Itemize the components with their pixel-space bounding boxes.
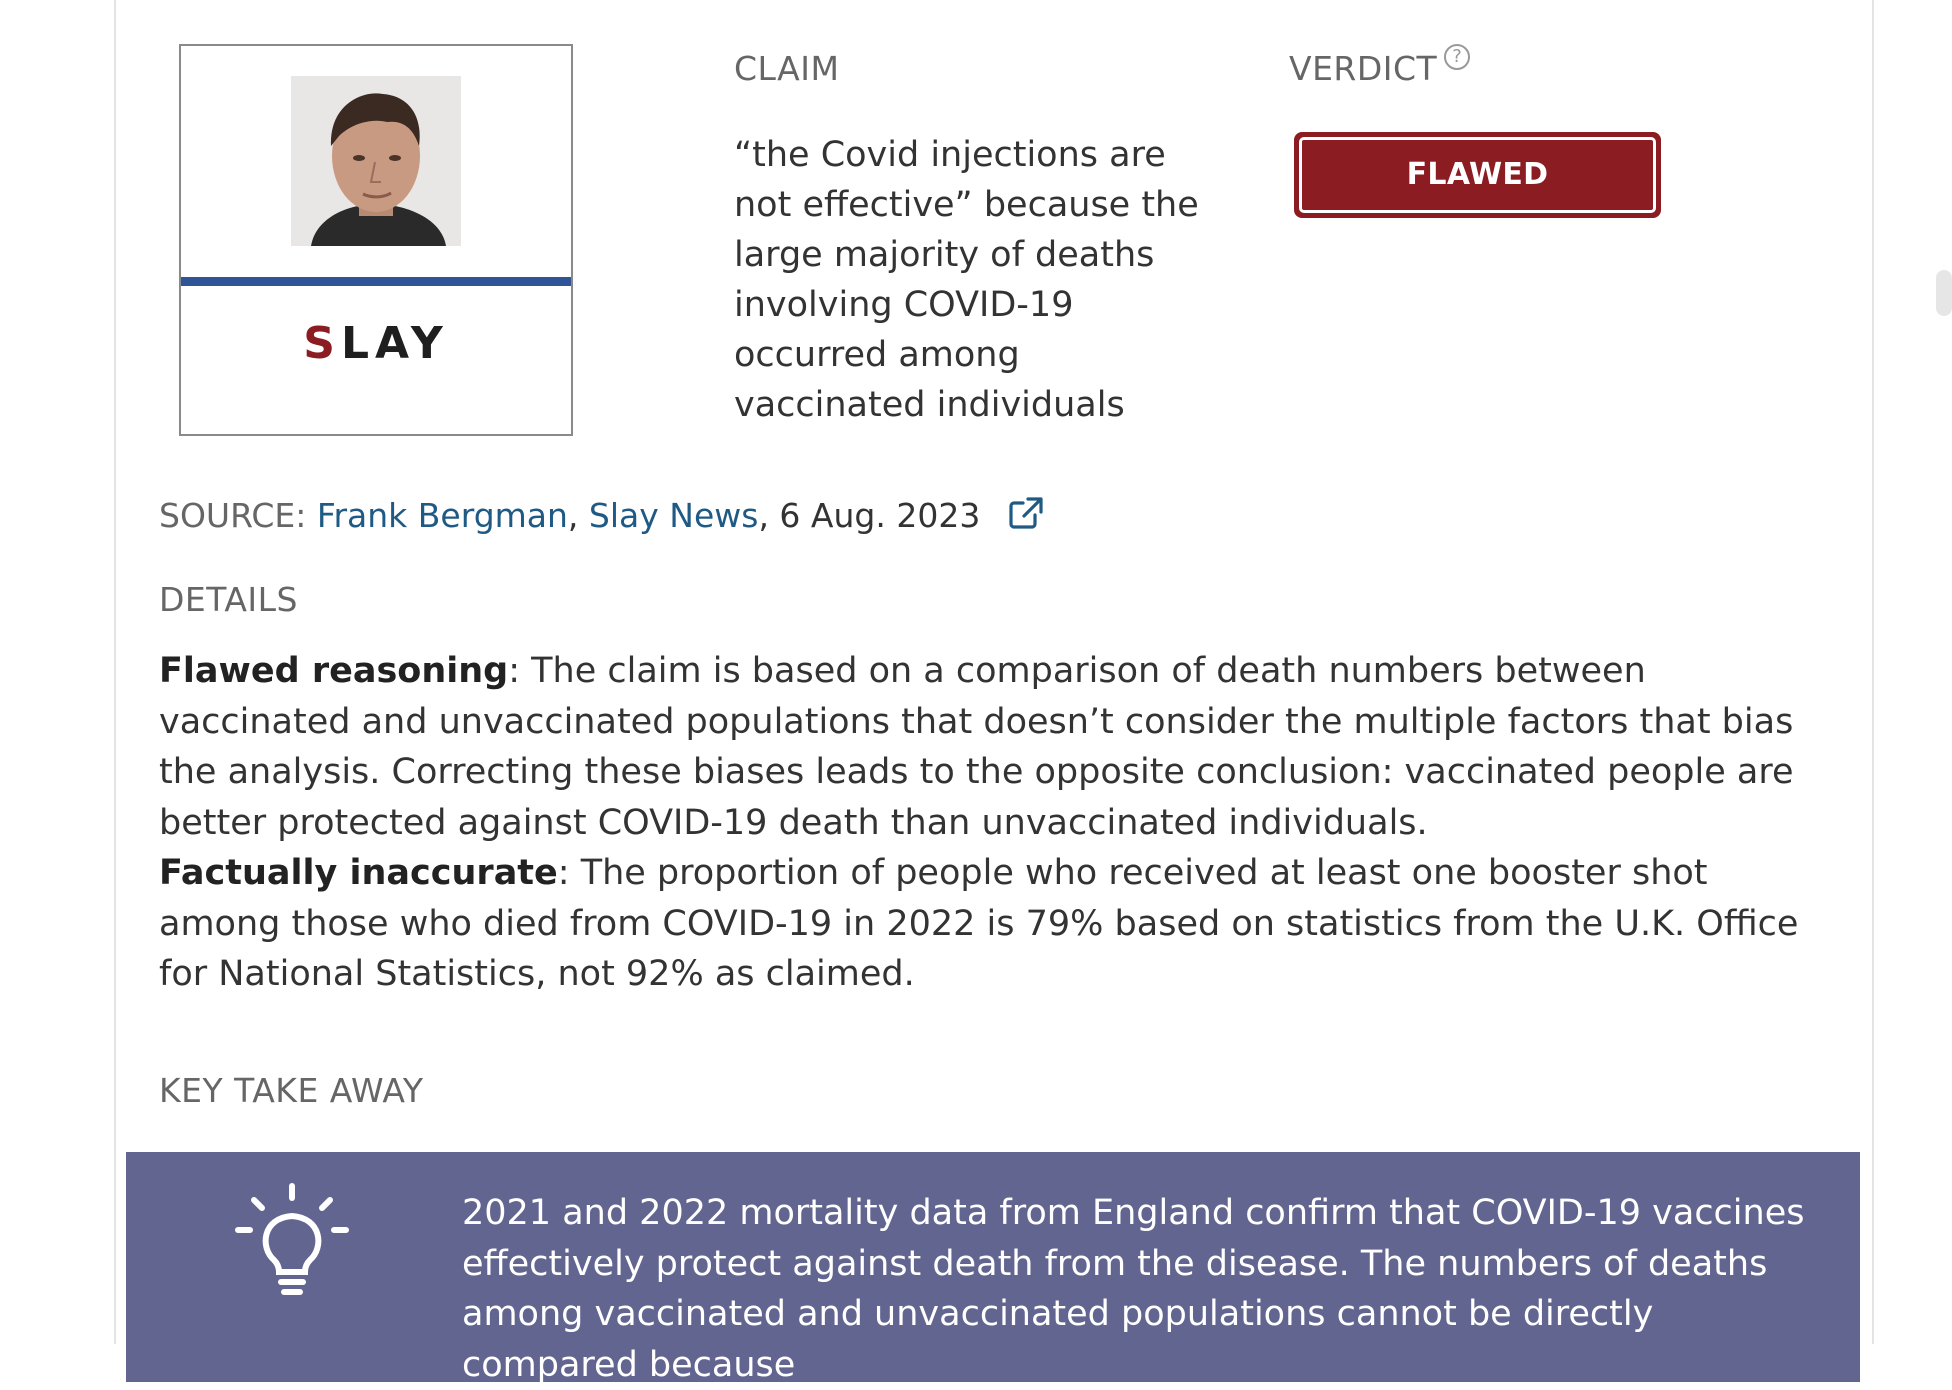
source-separator: ,	[567, 496, 579, 535]
verdict-badge	[1294, 132, 1661, 262]
detail-term: Flawed reasoning	[159, 651, 509, 691]
external-link-icon[interactable]	[1009, 497, 1043, 538]
detail-item	[159, 646, 1819, 848]
key-takeaway-heading: KEY TAKE AWAY	[159, 1071, 424, 1110]
claim-heading: CLAIM	[734, 49, 840, 88]
lightbulb-icon	[234, 1182, 350, 1302]
publisher-logo: SLAY	[303, 318, 449, 369]
source-date: , 6 Aug. 2023	[758, 496, 981, 535]
verdict-heading: VERDICT	[1289, 49, 1438, 88]
source-line	[159, 496, 1043, 538]
claimant-photo	[291, 76, 461, 246]
detail-text: : The proportion of people who received at least one booster shot among those who died from COVID-19 in 2022 is 79% based on statistics from the U.K. Office for National Statistics, not 92% as claimed.	[159, 853, 1799, 994]
source-author-link[interactable]: Frank Bergman	[316, 496, 568, 535]
detail-item	[159, 848, 1819, 1000]
details-heading: DETAILS	[159, 580, 298, 619]
key-takeaway-panel	[126, 1152, 1860, 1385]
card-border-left	[114, 0, 116, 1344]
verdict-badge-label: FLAWED REASONING	[1299, 137, 1656, 213]
source-label: SOURCE:	[159, 496, 307, 535]
detail-term: Factually inaccurate	[159, 853, 558, 893]
scroll-handle[interactable]	[1936, 270, 1952, 316]
claim-text: “the Covid injections are not effective” because the large majority of deaths involving COVID-19 occurred among vaccinated individuals	[734, 135, 1199, 425]
claimant-divider	[181, 277, 571, 286]
detail-text: : The claim is based on a comparison of death numbers between vaccinated and unvaccinated populations that doesn’t consider the multiple factors that bias the analysis. Correcting these biases leads to the opposite conclusion: vaccinated people are better protected against COVID-19 death than unvaccinated individuals.	[159, 651, 1794, 843]
card-border-right	[1872, 0, 1874, 1344]
claimant-card	[179, 44, 573, 436]
help-icon[interactable]: ?	[1444, 44, 1470, 70]
key-takeaway-text: 2021 and 2022 mortality data from England confirm that COVID-19 vaccines effectively protect against death from the disease. The numbers of deaths among vaccinated and unvaccinated populations cannot be directly compared because	[462, 1193, 1805, 1385]
details-body	[159, 646, 1819, 1000]
source-outlet-link[interactable]: Slay News	[588, 496, 759, 535]
